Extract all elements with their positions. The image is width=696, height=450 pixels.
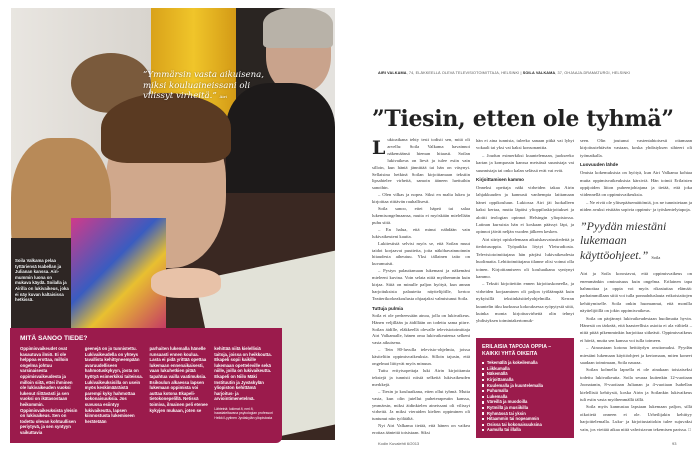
list-item: Liikkumalla [482, 366, 570, 372]
science-sidebar [10, 328, 282, 443]
subheading: Tuttuja pulmia [372, 305, 404, 311]
body-column-2: hän ei aina tunnista, tuleeko sanaan pitkä vai lyhyt vokaali tai yksi vai kaksi konsonanttia. – Joudun esimerkiksi kuuntelemaan, juokseeko kartan ja kompassin kanssa metsässä suunistaja vai suunnistaja tai onko kalan selässä evät vai evät. Kirjoittamisen kammo Onneksi opettaja näki virheiden takaa Airin lahjakkuuden ja kannusti vanhempia laittamaan hänet oppikouluun. Lukiossa Airi jäi luokalleen kaksi kertaa, mutta läpäisi ylioppilaskirjoitukset ja aloitti teologian opinnot Helsingin yliopistossa. Latinan kurssista hän ei koskaan päässyt läpi, ja opinnot jäivät neljän vuoden jälkeen kesken. Airi siirtyi opiskelemaan aikuiskasvatustiedettä ja tiedotusoppia. Työpaikka löytyi Yleisradiosta. Televisiotoimittajana hän pärjäsi lukivaikeudesta huolimatta. Lehtitoimittajana tilanne olisi voinut olla toinen. Kirjoittamiseen oli kouluaikana syntynyt kammo. – Tekstit kirjoitettiin ennen kirjoituskoneella, ja virheiden korjaaminen oli paljon työläämpää kuin nykyisillä tekstinkäsittelyohjelmilla. Kerran kuuntelin itku kurkussa kokouksessa ryöpytystä siitä, kuinka monta kirjoitusvirhettä olin tehnyt yhdistyksen toimintakertomuk- [476, 138, 574, 324]
sidebar-heading: MITÄ SANOO TIEDE? [20, 335, 88, 342]
learning-ways-box [476, 338, 574, 438]
photo-caption: Soila Valkama pelaa tyttäriensä Isabellan ja Julianan kanssa. Airi-mummin luona on mukava käydä. Soilalla ja Airilla on lukivaikeus, joka ei näy kuvan kaltaisissa hetkissä. [15, 258, 69, 303]
list-item: Kuulemalla ja kuuntelemalla [482, 383, 570, 389]
list-item: Näkemällä [482, 371, 570, 377]
list-item: Rytmillä ja musiikilla [482, 405, 570, 411]
sidebar-col: geenejä on jo tunnistettu. Lukivaikeudella on yhteys tavallista kehittyneempään avaruudelliseen hahmotuskykyyn, josta on hyötyä esimerkiksi taiteissa. Lukivaikeuksisilla on usein myös keskimääräistä parempi kyky hahmottaa kokonaisuuksia. Jos suvussa esiintyy lukivaikeutta, lapsen kiinnostusta lukemiseen herätetään [84, 346, 143, 424]
list-item: Aamulla tai illalla [482, 427, 570, 433]
article-title: ”Tiesin, etten ole tyhmä” [372, 106, 674, 132]
box-heading: ERILAISIA TAPOJA OPPIA – KAIKKI YHTÄ OIKEITA [482, 344, 552, 357]
list-item: Osissa tai kokonaisuuksina [482, 422, 570, 428]
sidebar-col: parhaiten lukemalla hänelle runsaasti ennen koulua. Lasta ei pidä yrittää opettaa lukemaan ennenaikaisesti, vaan lukuhetkien pitää tapahtua vailla vaatimuksia. Esikoulun alkaessa lapsen lukemaan oppimista voi auttaa kotona Ekapeli-tietokonepelillä. Netissä toimiva, ilmainen peli etenee kykyjen mukaan, joten se [149, 346, 208, 413]
list-item: Tekemällä ja kokeilemalla [482, 360, 570, 366]
body-column-1: Lukioaikana tehty testi todisti sen, mitä oli arvellu: Soila Valkama havainnoi näkemäänsä hieman hitaasti. Soilan lukivaikeus on lievä ja tulee esiin vain silloin, kun häntä jännittää tai hän on väsynyt. Sellaisina hetkinä Soilan kirjoittamaan tekstiin lipsahtelee virheitä, samoin ääneen luettuihin sanoihin. – Olen vilkas ja nopea. Siksi en malta lukea ja kirjoittaa riittävän rauhallisesti. Soila sanoo, ettei häpeä tai salaa lukemisongelmaansa, mutta ei myöskään mielellään puhu siitä. – En halua, että minut nähdään vain lukivaikeuteni kautta. Lukitestistä selvisi myös se, että Soilan muut taidot korjaavat puutteita, joita näköhavainnoinnin hitaudesta aiheutuu. Yksi tällainen taito on kuvamuisti. – Pystyn palauttamaan lukemani ja näkemäni mieleeni kuvina. Voin selata niitä myöhemmin kuin kirjaa. Siitä on minulle paljon hyötyä, kun annan harjoituksista palautetta näyttelijöille, kertoo Teatterikorkeakoulusta ohjaajaksi valmistunut Soila. Tuttuja pulmia Soila ei ole perheessään ainoa, jolla on lukivaikeus. Hänen veljillään ja äidillään on todettu sama piirre. Soilan äidille, eläkkeellä olevalle televisiotoimittaja Airi Valkamalle, hänen oma lukivaikeutensa selkeni vasta aikuisena. – Tein 80-luvulla televisio-ohjelmia, joissa käsiteltiin oppimisvaikeuksia. Silloin tajusin, että ongelmat liittyvät myös minuun. Tuttu erityisopettaja luki Airin kirjoittamia tekstejä ja tunnisti niistä selkeitä lukivaikeuden merkkejä. – Tiesin jo kouluaikana, etten ollut tyhmä. Mutta vasta, kun olin jutellut puheterapeutin kanssa, ymmärsin, miksi äidinkielen aineissani oli vilissyt virheitä. Ja miksi vieraiden kielten oppiminen oli tuntunut niin työläältä. Nyt Airi Valkama tietää, että hänen on vaikea erottaa äänteitä toisistaan. Siksi [372, 137, 470, 436]
magazine-issue: Kodin Kuvalehti 6/2013 [378, 441, 420, 446]
list-item: Väreillä ja muodoilla [482, 399, 570, 405]
list-item: Ryhmässä tai yksin [482, 411, 570, 417]
list-item: Hitaammin tai nopeammin [482, 416, 570, 422]
page-number: 93 [672, 441, 677, 446]
photo-quote: ”Ymmärsin vasta aikuisena, miksi kouluaineissani oli vilissyt virheitä.” Airi [143, 70, 264, 102]
sidebar-col: Oppimisvaikeudet ovat kasautuva ilmiö. Ei ole helppoa erottaa, milloin ongelma johtuu varsinaisesta oppimisvaikeudesta ja milloin siitä, ettei ihminen ole lukivaikeuden vuoksi lukenut riittävästi ja sen vuoksi on ikätasostaan heikommin. Oppimisvaikeuksista yleisin on lukivaikeus. Sen on todettu olevan kohtuullisen periytyvä, ja sen syntyyn vaikuttavia [20, 346, 78, 435]
pull-quote: ”Pyydän miestäni lukemaan käyttöohjeet.” Soila [580, 218, 667, 262]
sidebar-col: kehittää niitä kielellisiä taitoja, joissa on heikkoutta. Ekapeli sopii kaikille lukemaan opetteleville sekä niille, joilla on lukivaikeutta. Ekapeli on Niilo Mäki Instituutin ja Jyväskylän yliopiston kehittämä harjoitus- ja arviointimenetelmä. Lähteinä: lukimat.fi, nmi.fi, haastateltavana psykologian professori Heikki Lyytinen Jyväskylän yliopistosta [214, 346, 273, 420]
body-column-3: seen. Olin joutunut vastentahtoisesti ottamaan kirjoitustehtävän vastaan, koska yhdistyksen sihteeri oli työmatkalla. Luovuuden lähde Omista kokemuksista on hyötyä, kun Airi Valkama kohtaa muita oppimisvaikeuksista kärsiviä. Hän toimii Erilaisten oppijoiden liiton puheenjohtajana ja tietää, että joka viidennellä on oppimisvaikeuksia. – Ne eivät ole ylitsepääsemättömiä, jos ne tunnistetaan ja niiden avuksi etsitään sopivia oppimis- ja työskentelytapoja. ”Pyydän miestäni lukemaan käyttöohjeet.” Soila Airi ja Soila korostavat, että oppimisvaikeus on enemmänkin ominaisuus kuin ongelma. Erilainen tapa hahmottaa ja oppia voi myös rikastuttaa elämää: parhaimmillaan siitä voi tulla ponnahduslauta erikoistaitojen kehittymiselle. Soila onkin huomannut, että monilla näyttelijöillä on jokin oppimisvaikeus. Soila on pärjännyt lukivaikeudestaan huolimatta hyvin. Hänestä on tärkeää, että haasteellisia asioita ei ala välttelä – niitä pitää pikemminkin harjoittaa sitkeästi. Oppimisvaikeus ei häviä, mutta sen kanssa voi tulla toimeen. – Ainoastaan kotona heittäydyn avuttomaksi. Pyydän miestäni lukemaan käyttöohjeet ja kertomaan, miten koneet saadaan toimimaan, Soila nauraa. Soilan kolmella lapsella ei ole ainakaan toistaiseksi todettu lukivaikeutta. Soila seuraa kuitenkin 12-vuotiaan Joonatanin, 8-vuotiaan Julianan ja 4-vuotiaan Isabellan kielellistä kehitystä, koska Airin ja Soilankin lukivaikeus tuli esiin vasta myöhemmällä iällä. Soila myös kannustaa lapsiaan lukemaan paljon, sillä oikotietä onneen ei ole. Urheilijakin kehittyy harjoittelemalla. Luku- ja kirjoitustaitokin tulee sujuvaksi vain, jos viettää aikaa niitä vahvistavan tekemisen parissa. □ [580, 138, 692, 432]
subheading: Kirjoittamisen kammo [476, 177, 524, 183]
subheading: Luovuuden lähde [580, 162, 619, 168]
byline: AIRI VALKAMA, 74, ELÄKKEELLÄ OLEVA TELEVISIOTOIMITTAJA, HELSINKI | SOILA VALKAMA, 37, OHJAAJA-DRAMATURGI, HELSINKI [378, 71, 631, 75]
list-item: Kirjoittamalla [482, 377, 570, 383]
list-item: Puhumalla [482, 388, 570, 394]
list-item: Lukemalla [482, 394, 570, 400]
sources: Lähteinä: lukimat.fi, nmi.fi, haastateltavana psykologian professori Heikki Lyytinen Jyväskylän yliopistosta [214, 406, 273, 420]
drop-cap: L [372, 137, 386, 159]
